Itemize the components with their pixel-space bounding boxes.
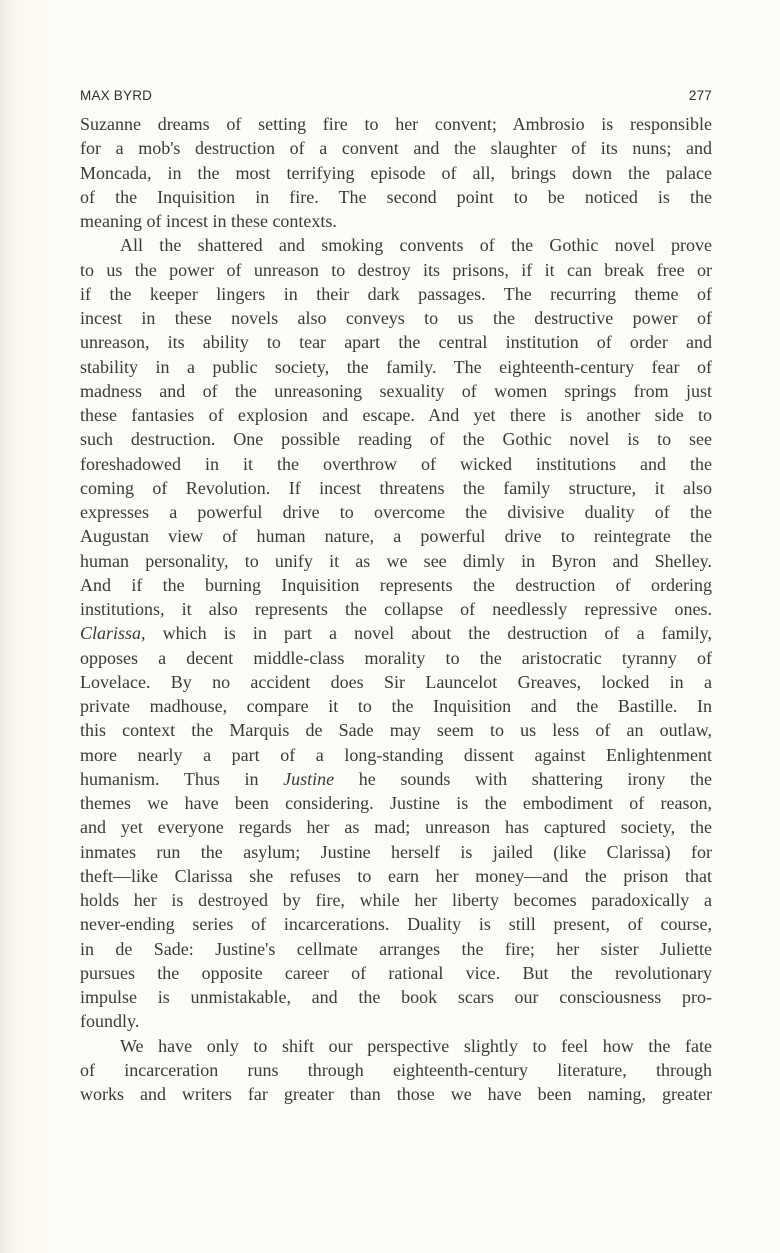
text-segment: coming of Revolution. If incest threatens the family structure, it also <box>80 477 712 498</box>
text-line <box>80 767 712 791</box>
text-segment: more nearly a part of a long-standing dissent against Enlightenment <box>80 744 712 765</box>
author-name: MAX BYRD <box>80 88 153 103</box>
text-line <box>80 694 712 718</box>
text-segment: this context the Marquis de Sade may seem to us less of an outlaw, <box>80 720 712 741</box>
running-head <box>80 88 712 103</box>
text-segment: in de Sade: Justine's cellmate arranges the fire; her sister Juliette <box>80 938 712 959</box>
text-line <box>80 500 712 524</box>
text-line <box>80 743 712 767</box>
text-segment: foundly. <box>80 1011 140 1032</box>
paragraph <box>80 233 712 1033</box>
text-segment: he sounds with shattering irony the <box>334 768 712 789</box>
text-segment: opposes a decent middle-class morality to the aristocratic tyranny of <box>80 647 712 668</box>
text-line <box>80 670 712 694</box>
text-segment: pursues the opposite career of rational vice. But the revolutionary <box>80 962 712 983</box>
text-segment: inmates run the asylum; Justine herself is jailed (like Clarissa) for <box>80 841 712 862</box>
paragraph <box>80 112 712 233</box>
text-line <box>80 476 712 500</box>
text-segment: meaning of incest in these contexts. <box>80 211 337 231</box>
text-line <box>80 864 712 888</box>
text-segment: Augustan view of human nature, a powerful drive to reintegrate the <box>80 526 712 547</box>
text-line <box>80 403 712 427</box>
text-segment: for a mob's destruction of a convent and the slaughter of its nuns; and <box>80 138 712 159</box>
text-segment: which is in part a novel about the destruction of a family, <box>145 623 712 644</box>
text-line <box>80 452 712 476</box>
text-line <box>80 161 712 185</box>
text-segment: foreshadowed in it the overthrow of wicked institutions and the <box>80 453 712 474</box>
text-line <box>80 258 712 282</box>
text-segment: Lovelace. By no accident does Sir Launcelot Greaves, locked in a <box>80 671 712 692</box>
text-line <box>80 621 712 645</box>
text-line <box>80 549 712 573</box>
text-segment: works and writers far greater than those we have been naming, greater <box>80 1084 712 1104</box>
text-line <box>80 524 712 548</box>
text-segment: Suzanne dreams of setting fire to her convent; Ambrosio is responsible <box>80 114 712 134</box>
text-line <box>80 912 712 936</box>
text-line <box>80 1082 712 1106</box>
text-line <box>80 815 712 839</box>
page-number: 277 <box>688 88 712 103</box>
text-segment: holds her is destroyed by fire, while her liberty becomes paradoxically a <box>80 890 712 910</box>
text-line <box>80 1034 712 1058</box>
text-segment: impulse is unmistakable, and the book scars our consciousness pro- <box>80 987 712 1007</box>
text-line <box>80 937 712 961</box>
italic-title: Clarissa, <box>80 623 146 644</box>
text-line <box>80 136 712 160</box>
text-segment: private madhouse, compare it to the Inquisition and the Bastille. In <box>80 696 712 716</box>
text-line <box>80 1058 712 1082</box>
italic-title: Justine <box>283 768 335 789</box>
text-line <box>80 985 712 1009</box>
text-segment: of the Inquisition in fire. The second point to be noticed is the <box>80 186 712 207</box>
text-line <box>80 718 712 742</box>
text-line <box>80 330 712 354</box>
text-line <box>80 573 712 597</box>
text-segment: unreason, its ability to tear apart the central institution of order and <box>80 332 712 353</box>
text-segment: expresses a powerful drive to overcome the divisive duality of the <box>80 502 712 522</box>
text-segment: and yet everyone regards her as mad; unreason has captured society, the <box>80 817 712 838</box>
text-segment: human personality, to unify it as we see dimly in Byron and Shelley. <box>80 550 712 571</box>
text-line <box>80 791 712 815</box>
text-line <box>80 185 712 209</box>
text-segment: themes we have been considering. Justine is the embodiment of reason, <box>80 793 712 813</box>
text-segment: institutions, it also represents the collapse of needlessly repressive ones. <box>80 599 712 619</box>
text-segment: humanism. Thus in <box>80 768 284 789</box>
text-line <box>80 233 712 257</box>
text-segment: incest in these novels also conveys to us the destructive power of <box>80 308 712 328</box>
paragraph <box>80 1034 712 1107</box>
text-line <box>80 840 712 864</box>
text-line <box>80 355 712 379</box>
text-line <box>80 597 712 621</box>
text-segment: Moncada, in the most terrifying episode of all, brings down the palace <box>80 162 712 183</box>
text-segment: And if the burning Inquisition represents the destruction of ordering <box>80 574 712 595</box>
body-text <box>80 112 712 1106</box>
text-line <box>80 209 712 233</box>
text-segment: if the keeper lingers in their dark passages. The recurring theme of <box>80 283 712 304</box>
text-segment: stability in a public society, the family. The eighteenth-century fear of <box>80 356 712 377</box>
text-segment: to us the power of unreason to destroy its prisons, if it can break free or <box>80 259 712 280</box>
text-line <box>80 306 712 330</box>
text-line <box>80 379 712 403</box>
text-segment: madness and of the unreasoning sexuality of women springs from just <box>80 380 712 401</box>
text-line <box>80 427 712 451</box>
text-segment: these fantasies of explosion and escape. And yet there is another side to <box>80 405 712 425</box>
text-line <box>80 888 712 912</box>
text-segment: of incarceration runs through eighteenth-century literature, through <box>80 1059 712 1080</box>
text-line <box>80 1009 712 1033</box>
text-segment: theft—like Clarissa she refuses to earn her money—and the prison that <box>80 865 712 886</box>
text-segment: such destruction. One possible reading of the Gothic novel is to see <box>80 429 712 450</box>
text-line <box>80 112 712 136</box>
text-line <box>80 961 712 985</box>
text-segment: never-ending series of incarcerations. Duality is still present, of course, <box>80 914 712 935</box>
text-line <box>80 282 712 306</box>
text-line <box>80 646 712 670</box>
text-segment: We have only to shift our perspective slightly to feel how the fate <box>120 1035 712 1056</box>
text-segment: All the shattered and smoking convents of the Gothic novel prove <box>120 235 712 256</box>
